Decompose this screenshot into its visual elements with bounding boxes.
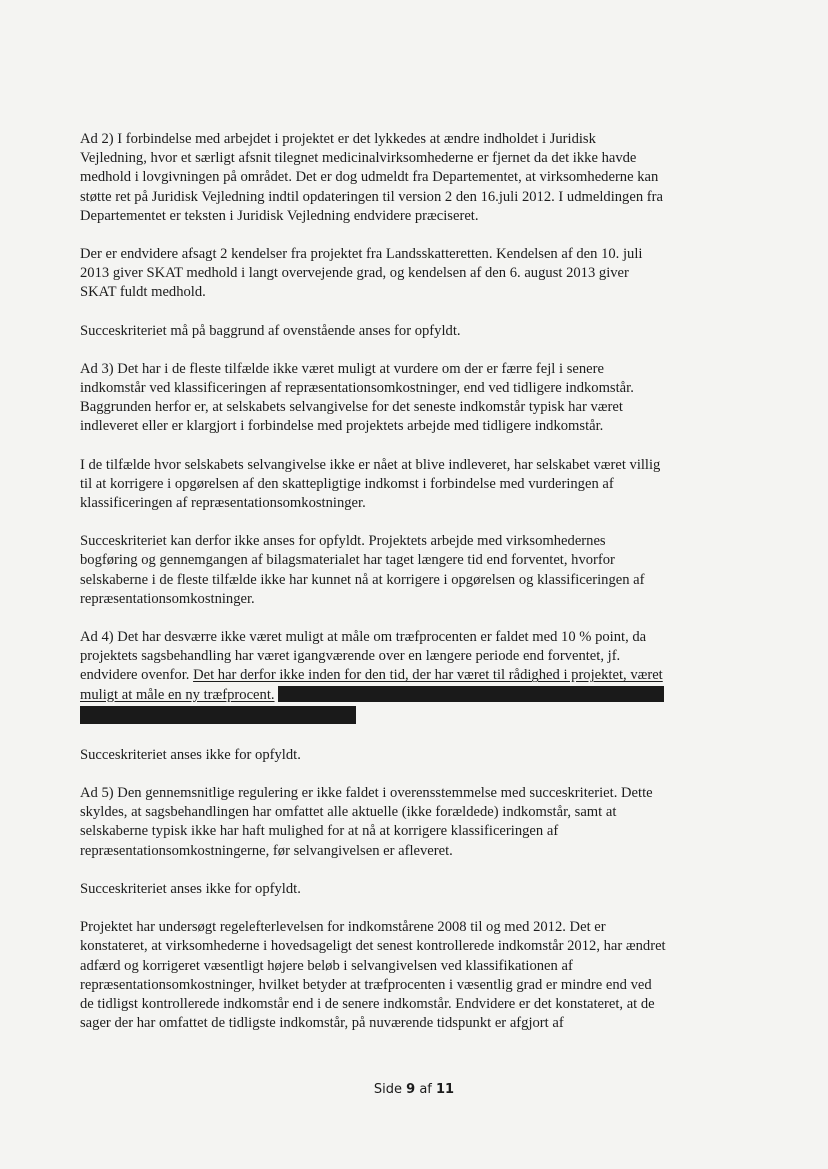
paragraph-projektet: Projektet har undersøgt regelefterlevelsen for indkomstårene 2008 til og med 2012. Det er konstateret, at virksomhederne i hovedsageligt det senest kontrollerede indkomstår 2012, har ændret adfærd og korrigeret væsentligt højere beløb i selvangivelsen ved klassifikationen af repræsentationsomkostninger, hvilket betyder at træfprocenten i væsentlig grad er mindre end ved de tidligst kontrollerede indkomstår end i de senere indkomstår. Endvidere er det konstateret, at de sager der har omfattet de tidligste indkomstår, på nuværende tidspunkt er afgjort af: [80, 919, 666, 1032]
paragraph-success-4: Succeskriteriet anses ikke for opfyldt.: [80, 880, 301, 897]
page-footer: [0, 1082, 828, 1097]
paragraph-ad2: Ad 2) I forbindelse med arbejdet i projektet er det lykkedes at ændre indholdet i Juridisk Vejledning, hvor et særligt afsnit tilegnet medicinalvirksomhederne er fjernet da det ikke havde medhold i lovgivningen på området. Det er dog udmeldt fra Departementet, at virksomhederne kan støtte ret på Juridisk Vejledning indtil opdateringen til version 2 den 16.juli 2012. I udmeldingen fra Departementet er teksten i Juridisk Vejledning endvidere præciseret.: [80, 131, 663, 224]
document-body: [80, 130, 752, 1052]
ad4-underlined-a: Det har derfor ikke inden for den tid, der har været til rådighed i projektet, været: [193, 667, 663, 684]
ad4-text: Ad 4) Det har desværre ikke været muligt at måle om træfprocenten er faldet med 10 % point, da projektets sagsbehandling har været igangværende over en længere periode end forventet, jf. endvidere ovenfor.: [80, 629, 647, 684]
paragraph-success-3: Succeskriteriet anses ikke for opfyldt.: [80, 746, 301, 763]
ad4-underlined-b: muligt at måle en ny træfprocent.: [80, 686, 275, 703]
footer-page-number: 9: [406, 1082, 416, 1097]
footer-total-pages: 11: [436, 1082, 455, 1097]
paragraph-ad5: Ad 5) Den gennemsnitlige regulering er ikke faldet i overensstemmelse med succeskriteriet. Dette skyldes, at sagsbehandlingen har omfattet alle aktuelle (ikke forældede) indkomstår, samt at selskaberne typisk ikke har haft mulighed for at nå at korrigere klassificeringen af repræsentationsomkostningerne, før selvangivelsen er afleveret.: [80, 785, 653, 859]
paragraph-selvangivelse: I de tilfælde hvor selskabets selvangivelse ikke er nået at blive indleveret, har selskabet været villig til at korrigere i opgørelsen af den skattepligtige indkomst i forbindelse med vurderingen af klassificeringen af repræsentationsomkostninger.: [80, 456, 661, 512]
paragraph-success-1: Succeskriteriet må på baggrund af ovenstående anses for opfyldt.: [80, 322, 461, 339]
paragraph-ad4: [80, 628, 752, 724]
paragraph-kendelser: Der er endvidere afsagt 2 kendelser fra projektet fra Landsskatteretten. Kendelsen af den 10. juli 2013 giver SKAT medhold i langt overvejende grad, og kendelsen af den 6. august 2013 giver SKAT fuldt medhold.: [80, 246, 643, 301]
footer-middle: af: [419, 1082, 432, 1097]
redaction-bar: [80, 706, 356, 724]
paragraph-ad3: Ad 3) Det har i de fleste tilfælde ikke været muligt at vurdere om der er færre fejl i senere indkomstår ved klassificeringen af repræsentationsomkostninger, end ved tidligere indkomstår. Baggrunden herfor er, at selskabets selvangivelse for det seneste indkomstår typisk har været indleveret eller er klargjort i forbindelse med projektets arbejde med tidligere indkomstår.: [80, 360, 634, 435]
footer-prefix: Side: [373, 1082, 402, 1097]
paragraph-success-2: Succeskriteriet kan derfor ikke anses for opfyldt. Projektets arbejde med virksomhedernes bogføring og gennemgangen af bilagsmaterialet har taget længere tid end forventet, hvorfor selskaberne i de fleste tilfælde ikke har kunnet nå at korrigere i opgørelsen og klassificeringen af repræsentationsomkostninger.: [80, 533, 645, 607]
redaction-bar: [278, 686, 664, 702]
